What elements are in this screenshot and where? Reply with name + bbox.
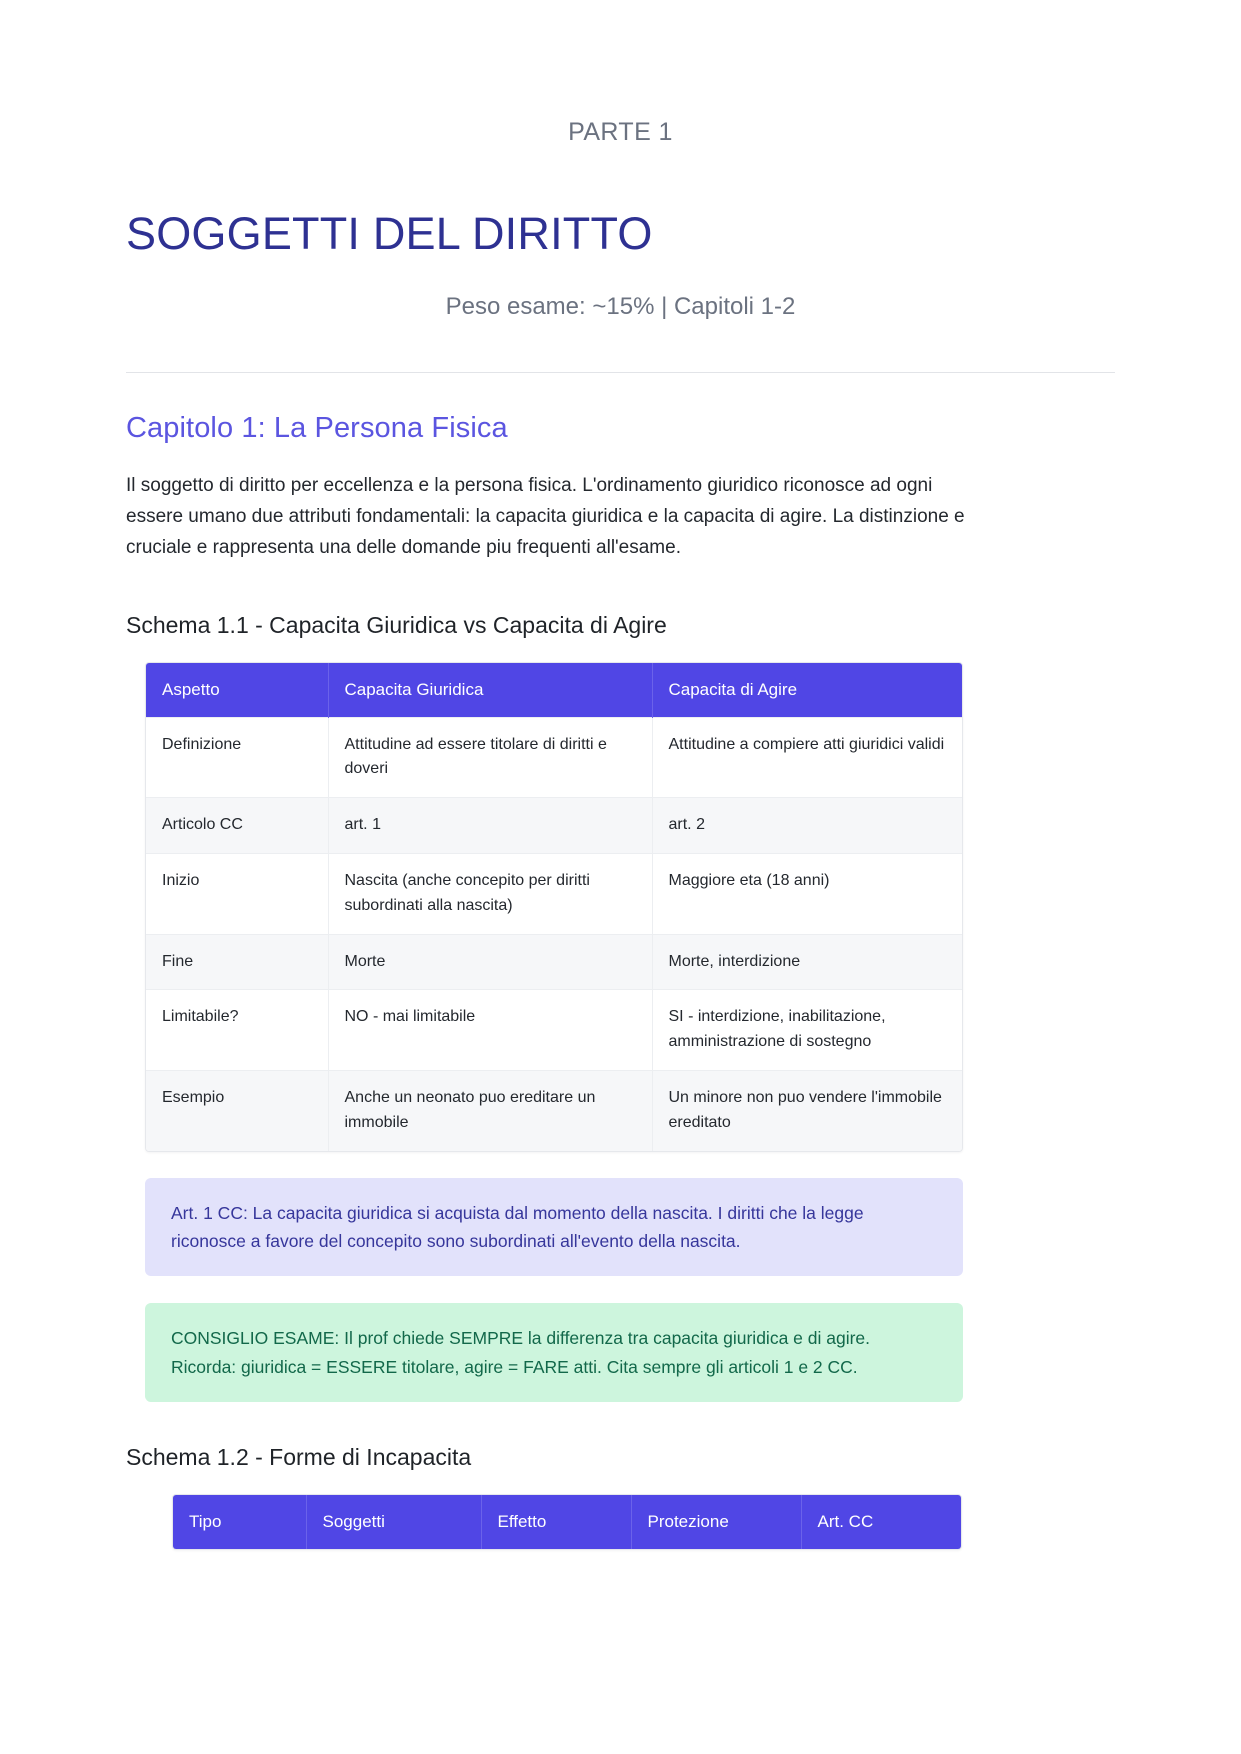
column-header-art-cc: Art. CC: [801, 1495, 962, 1549]
table-header-row: [173, 1495, 962, 1549]
cell-aspetto: Esempio: [146, 1070, 328, 1150]
callout-exam-tip: [145, 1303, 963, 1402]
cell-aspetto: Articolo CC: [146, 798, 328, 854]
callout-tip-text: CONSIGLIO ESAME: Il prof chiede SEMPRE la differenza tra capacita giuridica e di agire. Ricorda: giuridica = ESSERE titolare, agire = FARE atti. Cita sempre gli articoli 1 e 2 CC.: [171, 1328, 871, 1377]
cell-agire: Morte, interdizione: [652, 934, 963, 990]
chapter-title: Capitolo 1: La Persona Fisica: [126, 412, 508, 445]
schema-1-2-title: Schema 1.2 - Forme di Incapacita: [126, 1443, 472, 1470]
callout-law-article: [145, 1178, 963, 1277]
table-row: [146, 798, 963, 854]
column-header-protezione: Protezione: [631, 1495, 801, 1549]
chapter-intro-paragraph: Il soggetto di diritto per eccellenza e la persona fisica. L'ordinamento giuridico riconosce ad ogni essere umano due attributi fondamentali: la capacita giuridica e la capacita di agire. La distinzione e cruciale e rappresenta una delle domande piu frequenti all'esame.: [126, 475, 965, 558]
schema-1-1-table: [146, 663, 963, 1151]
cell-giuridica: NO - mai limitabile: [328, 990, 652, 1071]
page-title: SOGGETTI DEL DIRITTO: [126, 208, 653, 259]
column-header-soggetti: Soggetti: [306, 1495, 481, 1549]
column-header-tipo: Tipo: [173, 1495, 306, 1549]
cell-giuridica: art. 1: [328, 798, 652, 854]
cell-giuridica: Attitudine ad essere titolare di diritti e doveri: [328, 717, 652, 798]
schema-1-1-table-container: [145, 662, 963, 1152]
cell-aspetto: Definizione: [146, 717, 328, 798]
cell-giuridica: Anche un neonato puo ereditare un immobile: [328, 1070, 652, 1150]
cell-agire: SI - interdizione, inabilitazione, amministrazione di sostegno: [652, 990, 963, 1071]
cell-giuridica: Morte: [328, 934, 652, 990]
cell-agire: Maggiore eta (18 anni): [652, 853, 963, 934]
cell-aspetto: Limitabile?: [146, 990, 328, 1071]
schema-1-2-table-container: [172, 1494, 962, 1550]
table-row: [146, 990, 963, 1071]
column-header-capacita-di-agire: Capacita di Agire: [652, 663, 963, 718]
table-row: [146, 853, 963, 934]
column-header-effetto: Effetto: [481, 1495, 631, 1549]
table-row: [146, 1070, 963, 1150]
cell-agire: art. 2: [652, 798, 963, 854]
page-subtitle: Peso esame: ~15% | Capitoli 1-2: [445, 293, 796, 321]
cell-giuridica: Nascita (anche concepito per diritti subordinati alla nascita): [328, 853, 652, 934]
cell-aspetto: Inizio: [146, 853, 328, 934]
table-row: [146, 934, 963, 990]
column-header-capacita-giuridica: Capacita Giuridica: [328, 663, 652, 718]
cell-agire: Attitudine a compiere atti giuridici validi: [652, 717, 963, 798]
table-header-row: [146, 663, 963, 718]
table-row: [146, 717, 963, 798]
cell-aspetto: Fine: [146, 934, 328, 990]
schema-1-1-title: Schema 1.1 - Capacita Giuridica vs Capacita di Agire: [126, 611, 667, 638]
column-header-aspetto: Aspetto: [146, 663, 328, 718]
callout-law-text: Art. 1 CC: La capacita giuridica si acquista dal momento della nascita. I diritti che la legge riconosce a favore del concepito sono subordinati all'evento della nascita.: [171, 1202, 864, 1251]
part-label: PARTE 1: [568, 118, 673, 146]
schema-1-2-table: [173, 1495, 962, 1549]
cell-agire: Un minore non puo vendere l'immobile ereditato: [652, 1070, 963, 1150]
